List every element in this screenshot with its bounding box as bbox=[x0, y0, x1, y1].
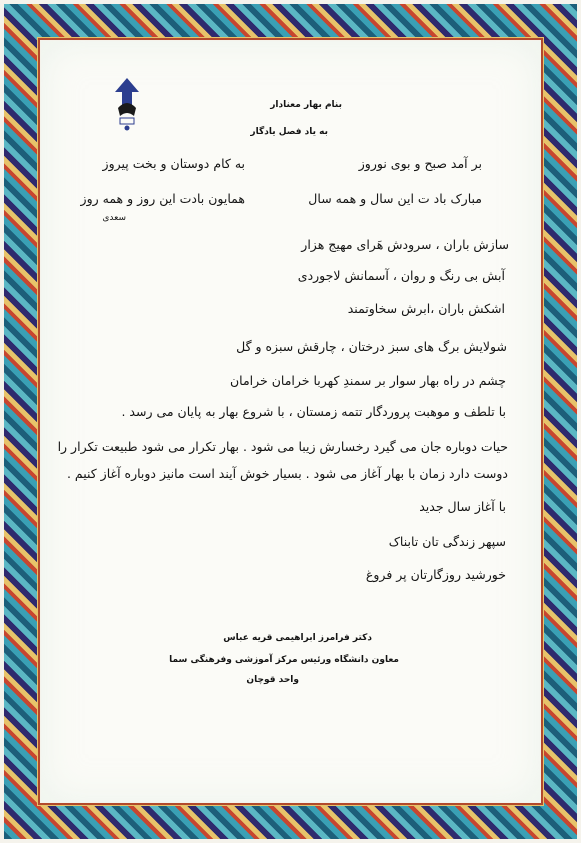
body-line-6: با تلطف و موهبت پروردگار تتمه زمستان ، با شروع بهار به پایان می رسد . bbox=[121, 404, 506, 419]
body-line-2: آبش بی رنگ و روان ، آسمانش لاجوردی bbox=[297, 268, 505, 283]
body-line-4: شولایش برگ های سبز درختان ، چارقش سبزه و گل bbox=[236, 339, 507, 354]
signature-name: دکتر فرامرز ابراهیمی قریه عباس bbox=[223, 633, 372, 643]
inner-border-line bbox=[38, 38, 543, 805]
body-line-3: اشکش باران ،ابرش سخاوتمند bbox=[347, 301, 505, 316]
university-logo-icon bbox=[112, 76, 142, 132]
poem-verse-1-right: بر آمد صبح و بوی نوروز bbox=[358, 156, 482, 171]
header-line-1: بنام بهار معنادار bbox=[270, 100, 342, 110]
signature-unit: واحد قوچان bbox=[246, 675, 299, 685]
body-line-1: سازش باران ، سرودش هَرای مهیج هزار bbox=[301, 237, 509, 252]
body-line-10: سپهر زندگی تان تابناک bbox=[388, 534, 506, 549]
signature-title: معاون دانشگاه ورئیس مرکز آموزشی وفرهنگی سما bbox=[169, 655, 399, 665]
poem-verse-1-left: به کام دوستان و بخت پیروز bbox=[102, 156, 245, 171]
body-line-8: دوست دارد زمان با بهار آغاز می شود . بسیار خوش آیند است مانیز دوباره آغاز کنیم . bbox=[66, 466, 508, 481]
header-line-2: به یاد فصل یادگار bbox=[250, 127, 328, 137]
body-line-5: چشم در راه بهار سوار بر سمندِ کهربا خرامان خرامان bbox=[229, 373, 506, 388]
body-line-7: حیات دوباره جان می گیرد رخسارش زیبا می شود . بهار تکرار می شود طبیعت تکرار را bbox=[57, 439, 508, 454]
poem-author: سعدی bbox=[102, 213, 126, 223]
body-line-9: با آغاز سال جدید bbox=[419, 499, 506, 514]
body-line-11: خورشید روزگارتان پر فروغ bbox=[365, 567, 506, 582]
poem-verse-2-left: همایون بادت این روز و همه روز bbox=[80, 191, 245, 206]
poem-verse-2-right: مبارک باد ت این سال و همه سال bbox=[308, 191, 482, 206]
